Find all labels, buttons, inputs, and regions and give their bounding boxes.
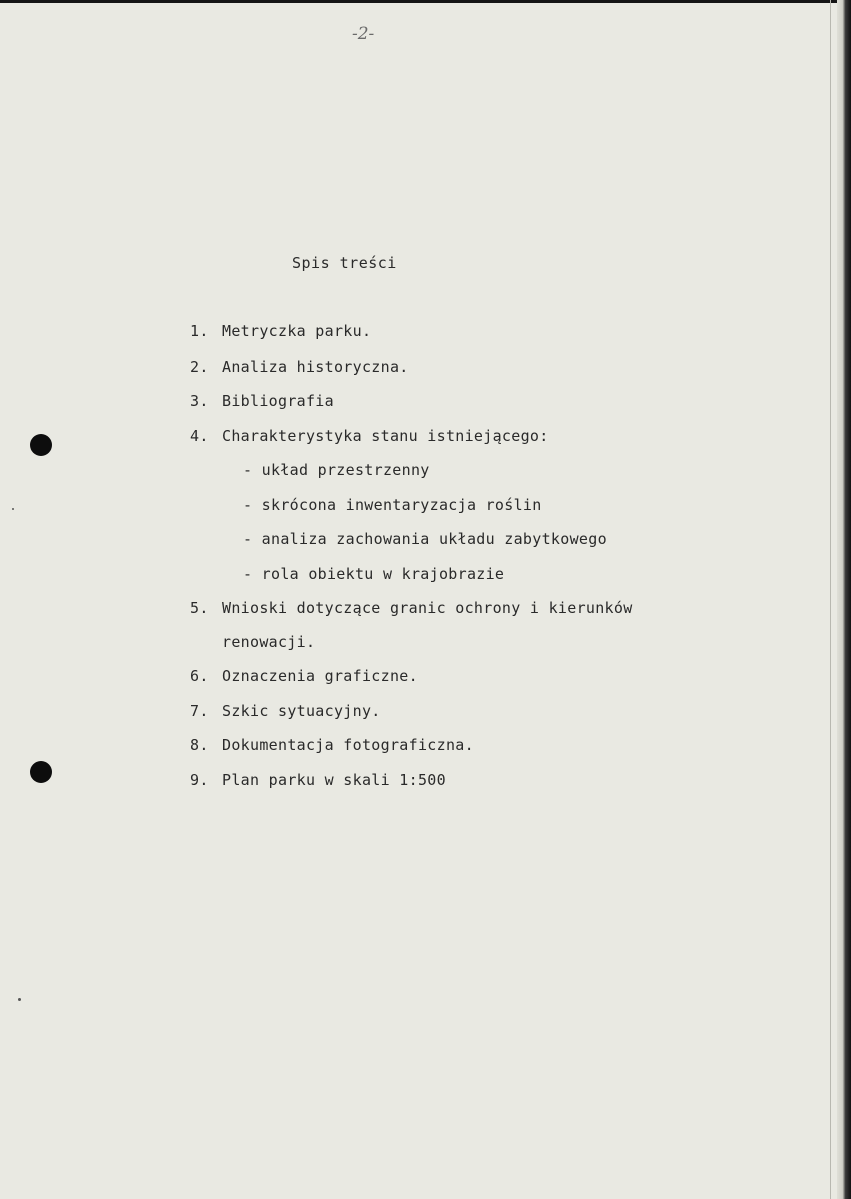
toc-item-text: Szkic sytuacyjny. [222,702,381,720]
toc-item-number: 6. [190,667,209,685]
toc-item-number: 1. [190,322,209,340]
toc-subitem: - układ przestrzenny [243,461,430,479]
toc-item-text: Charakterystyka stanu istniejącego: [222,427,549,445]
toc-item-7 [190,702,381,720]
toc-item-text: Wnioski dotyczące granic ochrony i kierunków [222,599,633,617]
scan-right-edge [837,0,851,1199]
page-number: -2- [352,24,375,44]
toc-item-number: 2. [190,358,209,376]
toc-item-8 [190,736,474,754]
toc-item-3 [190,392,334,410]
toc-item-1 [190,322,371,340]
toc-item-number: 9. [190,771,209,789]
toc-item-6 [190,667,418,685]
toc-item-4 [190,427,549,445]
scan-fold-line [830,0,831,1199]
toc-item-text: Bibliografia [222,392,334,410]
toc-item-number: 5. [190,599,209,617]
punch-hole-bottom [30,761,52,783]
toc-item-text: Plan parku w skali 1:500 [222,771,446,789]
toc-item-number: 7. [190,702,209,720]
toc-item-9 [190,771,446,789]
paper-speck [12,508,14,510]
scan-top-edge [0,0,851,3]
toc-item-text: Oznaczenia graficzne. [222,667,418,685]
toc-item-number: 4. [190,427,209,445]
toc-item-number: 3. [190,392,209,410]
toc-item-text: Analiza historyczna. [222,358,409,376]
toc-item-text: Metryczka parku. [222,322,372,340]
toc-item-5-continuation: renowacji. [222,633,316,651]
toc-subitem: - skrócona inwentaryzacja roślin [243,496,542,514]
toc-title: Spis treści [292,254,397,272]
toc-item-5 [190,599,633,617]
toc-subitem: - analiza zachowania układu zabytkowego [243,530,607,548]
paper-speck [18,998,21,1001]
toc-item-number: 8. [190,736,209,754]
toc-subitem: - rola obiektu w krajobrazie [243,565,505,583]
punch-hole-top [30,434,52,456]
toc-item-2 [190,358,409,376]
toc-item-text: Dokumentacja fotograficzna. [222,736,474,754]
